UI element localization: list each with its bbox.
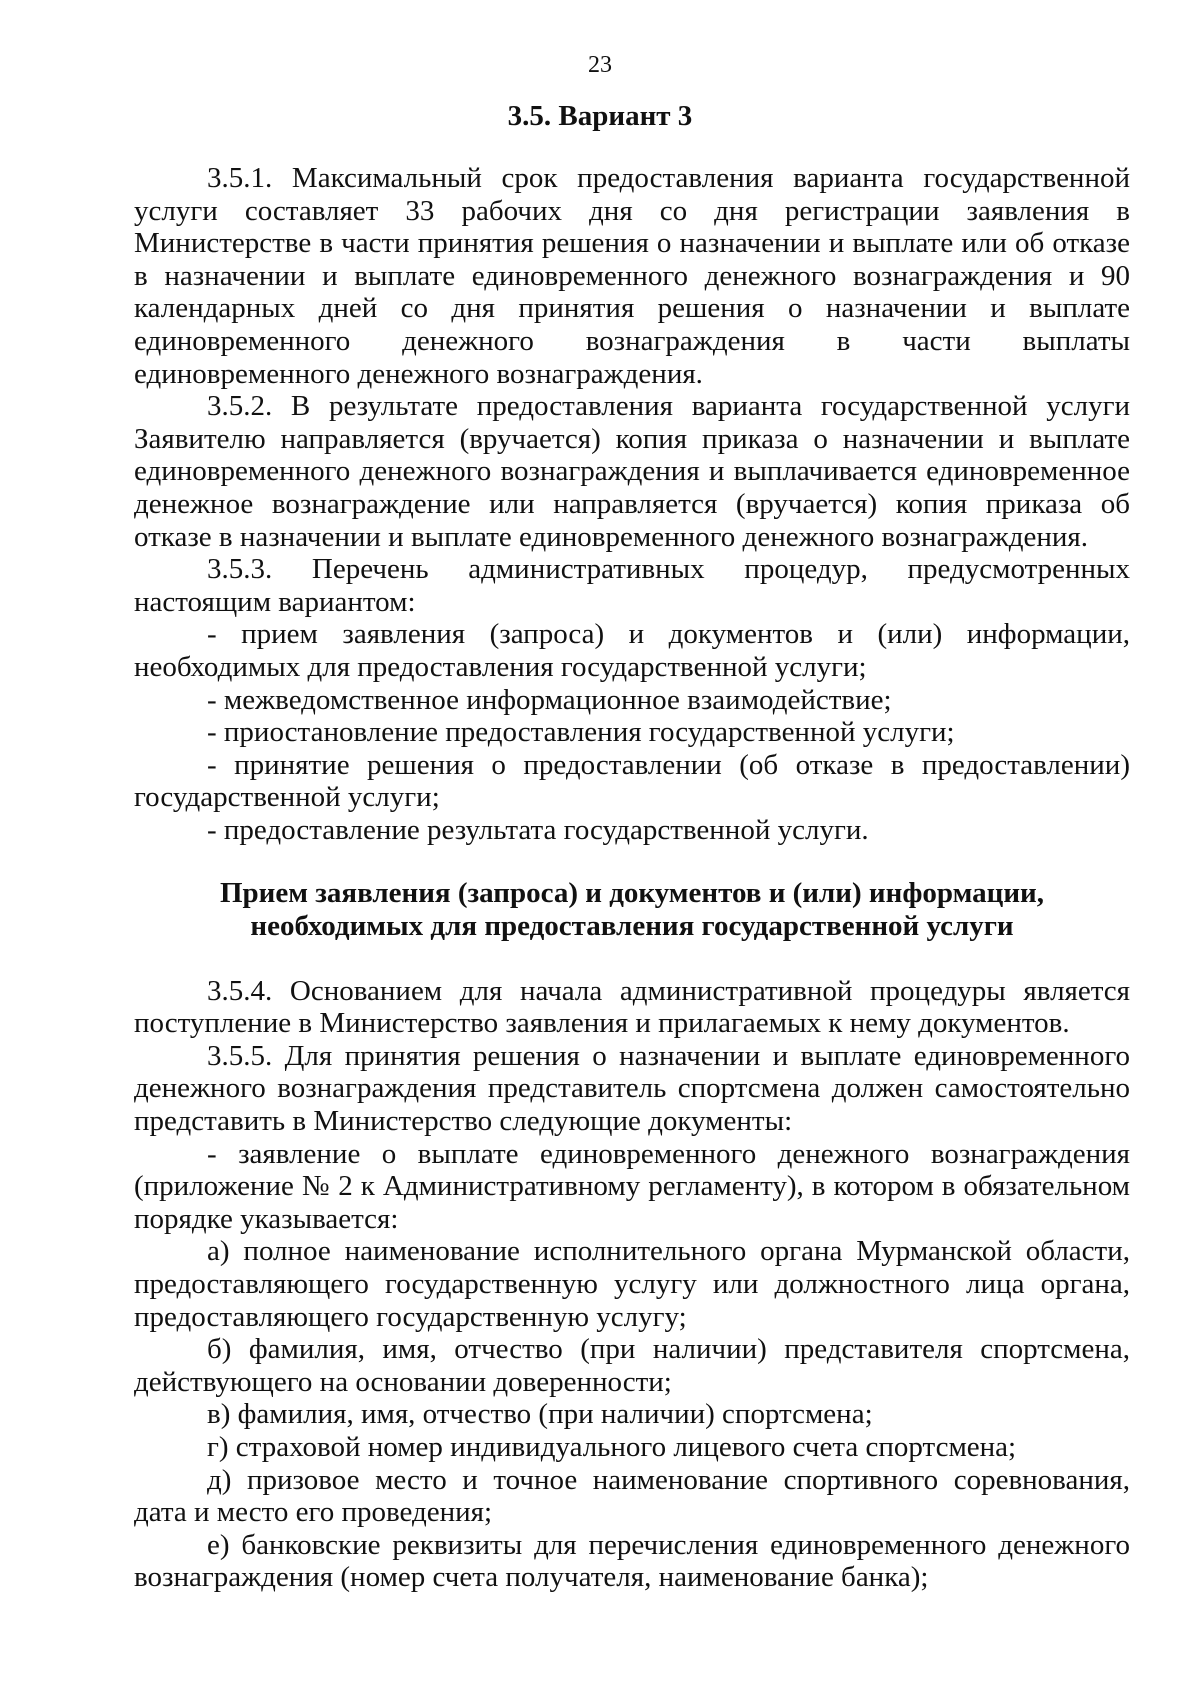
list-item-clause-v: в) фамилия, имя, отчество (при наличии) спортсмена;: [207, 1398, 873, 1431]
paragraph-3-5-4: 3.5.4. Основанием для начала административной процедуры является поступление в Министерство заявления и прилагаемых к нему документов.: [134, 974, 1130, 1040]
list-item-clause-d: д) призовое место и точное наименование спортивного соревнования, дата и место его проведения;: [134, 1463, 1130, 1529]
paragraph-3-5-1: 3.5.1. Максимальный срок предоставления варианта государственной услуги составляет 33 рабочих дня со дня регистрации заявления в Министерстве в части принятия решения о назначении и выплате или об отказе в назначении и выплате единовременного денежного вознаграждения и 90 календарных дней со дня принятия решения о назначении и выплате единовременного денежного вознаграждения в части выплаты единовременного денежного вознаграждения.: [134, 162, 1130, 390]
list-item-procedure: - межведомственное информационное взаимодействие;: [207, 683, 892, 716]
list-item-procedure: - принятие решения о предоставлении (об отказе в предоставлении) государственной услуги;: [134, 748, 1130, 814]
sub-heading: Прием заявления (запроса) и документов и (или) информации, необходимых для предоставления государственной услуги: [219, 877, 1045, 943]
list-item-procedure: - предоставление результата государственной услуги.: [207, 813, 869, 846]
page-number: 23: [588, 52, 612, 78]
paragraph-3-5-3: 3.5.3. Перечень административных процедур, предусмотренных настоящим вариантом:: [134, 553, 1130, 618]
list-item-clause-b: б) фамилия, имя, отчество (при наличии) представителя спортсмена, действующего на основании доверенности;: [134, 1333, 1130, 1398]
list-item-document: - заявление о выплате единовременного денежного вознаграждения (приложение № 2 к Административному регламенту), в котором в обязательном порядке указывается:: [134, 1137, 1130, 1235]
list-item-procedure: - приостановление предоставления государственной услуги;: [207, 716, 955, 749]
list-item-clause-e: е) банковские реквизиты для перечисления единовременного денежного вознаграждения (номер счета получателя, наименование банка);: [134, 1528, 1130, 1594]
document-body: [134, 162, 1130, 1594]
section-heading: 3.5. Вариант 3: [507, 100, 693, 132]
list-item-procedure: - прием заявления (запроса) и документов и (или) информации, необходимых для предоставления государственной услуги;: [134, 618, 1130, 683]
list-item-clause-a: а) полное наименование исполнительного органа Мурманской области, предоставляющего государственную услугу или должностного лица органа, предоставляющего государственную услугу;: [134, 1235, 1130, 1333]
paragraph-3-5-5: 3.5.5. Для принятия решения о назначении и выплате единовременного денежного вознаграждения представитель спортсмена должен самостоятельно представить в Министерство следующие документы:: [134, 1039, 1130, 1138]
paragraph-3-5-2: 3.5.2. В результате предоставления варианта государственной услуги Заявителю направляется (вручается) копия приказа о назначении и выплате единовременного денежного вознаграждения и выплачивается единовременное денежное вознаграждение или направляется (вручается) копия приказа об отказе в назначении и выплате единовременного денежного вознаграждения.: [134, 390, 1130, 553]
list-item-clause-g: г) страховой номер индивидуального лицевого счета спортсмена;: [207, 1430, 1017, 1463]
